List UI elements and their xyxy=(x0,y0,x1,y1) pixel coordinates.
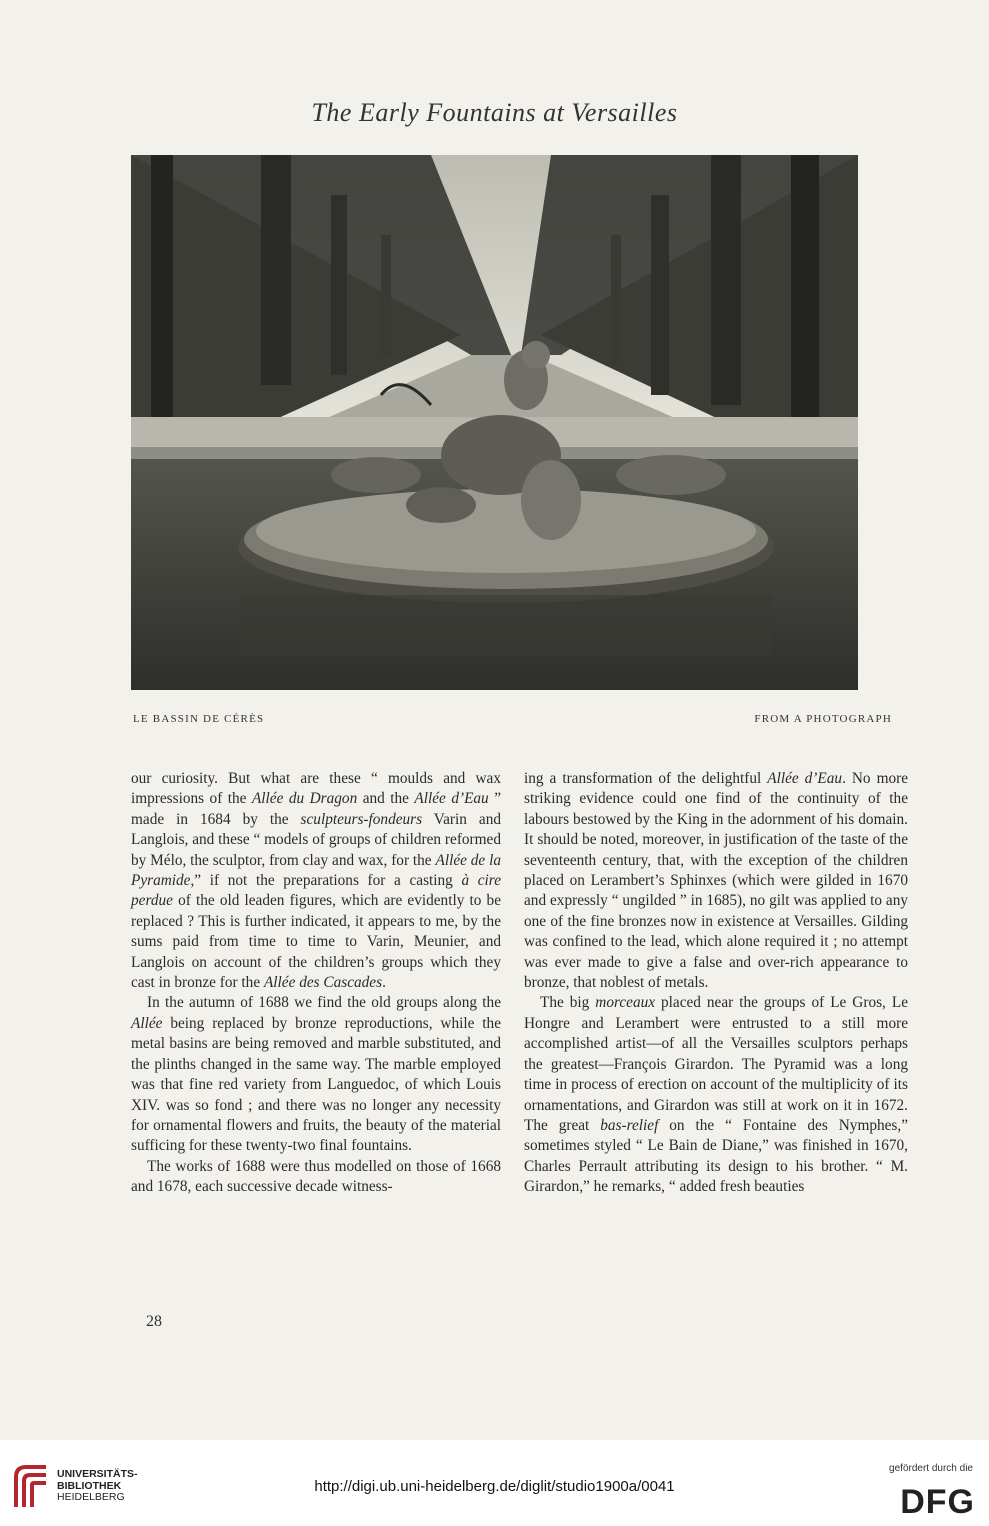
paragraph: ing a transformation of the delightful Allée d’Eau. No more striking evidence could one find of the continuity of the labours bestowed by the King in the adornment of his domain. It should be noted, moreover, in justification of the taste of the seventeenth century, that, with the exception of the children placed on Lerambert’s Sphinxes (which were gilded in 1670 and expressly “ ungilded ” in 1685), no gilt was applied to any one of the fine bronzes now in existence at Versailles. Gilding was confined to the lead, which alone required it ; no attempt was ever made to give a false and over-rich appearance to bronze, that noblest of metals. xyxy=(524,770,908,992)
paragraph: The big morceaux placed near the groups of Le Gros, Le Hongre and Lerambert were entrusted to a still more accomplished artist—of all the Versailles sculptors perhaps the greatest—François Girardon. The Pyramid was a long time in process of erection on account of the multiplicity of its ornamentations, and Girardon was still at work on it in 1672. The great bas-relief on the “ Fontaine des Nymphes,” sometimes styled “ Le Bain de Diane,” was finished in 1670, Charles Perrault attributing its design to his brother. “ M. Girardon,” he remarks, “ added fresh beauties xyxy=(524,994,908,1196)
figure-caption: LE BASSIN DE CÉRÈS xyxy=(133,713,265,725)
right-column xyxy=(524,769,908,1198)
paragraph: our curiosity. But what are these “ moulds and wax impressions of the Allée du Dragon and the Allée d’Eau ” made in 1684 by the sculpteurs-fondeurs Varin and Langlois, and these “ models of groups of children reformed by Mélo, the sculptor, from clay and wax, for the Allée de la Pyramide,” if not the preparations for a casting à cire perdue of the old leaden figures, which are evidently to be replaced ? This is further indicated, it appears to me, by the sums paid from time to time to Varin, Meunier, and Langlois on account of the children’s groups which they cast in bronze for the Allée des Cascades. xyxy=(131,770,501,992)
page-number: 28 xyxy=(146,1313,162,1330)
figure-credit: FROM A PHOTOGRAPH xyxy=(754,713,892,725)
paragraph: In the autumn of 1688 we find the old groups along the Allée being replaced by bronze reproductions, while the metal basins are being removed and marble substituted, and the plinths changed in the same way. The marble employed was that fine red variety from Languedoc, of which Louis XIV. was so fond ; and there was no longer any necessity for ornamental flowers and fruits, the beauty of the material sufficing for these twenty-two final fountains. xyxy=(131,994,501,1155)
library-name: UNIVERSITÄTS- BIBLIOTHEK HEIDELBERG xyxy=(57,1468,138,1503)
funding-label: gefördert durch die xyxy=(889,1463,973,1474)
permalink-url[interactable]: http://digi.ub.uni-heidelberg.de/diglit/studio1900a/0041 xyxy=(314,1478,675,1495)
dfg-logo: DFG xyxy=(900,1483,975,1521)
left-column xyxy=(131,769,501,1198)
page-title: The Early Fountains at Versailles xyxy=(311,98,678,127)
digitization-footer xyxy=(0,1440,989,1526)
paragraph: The works of 1688 were thus modelled on those of 1668 and 1678, each successive decade witness- xyxy=(131,1157,501,1196)
photograph-bassin-de-ceres xyxy=(131,155,858,690)
